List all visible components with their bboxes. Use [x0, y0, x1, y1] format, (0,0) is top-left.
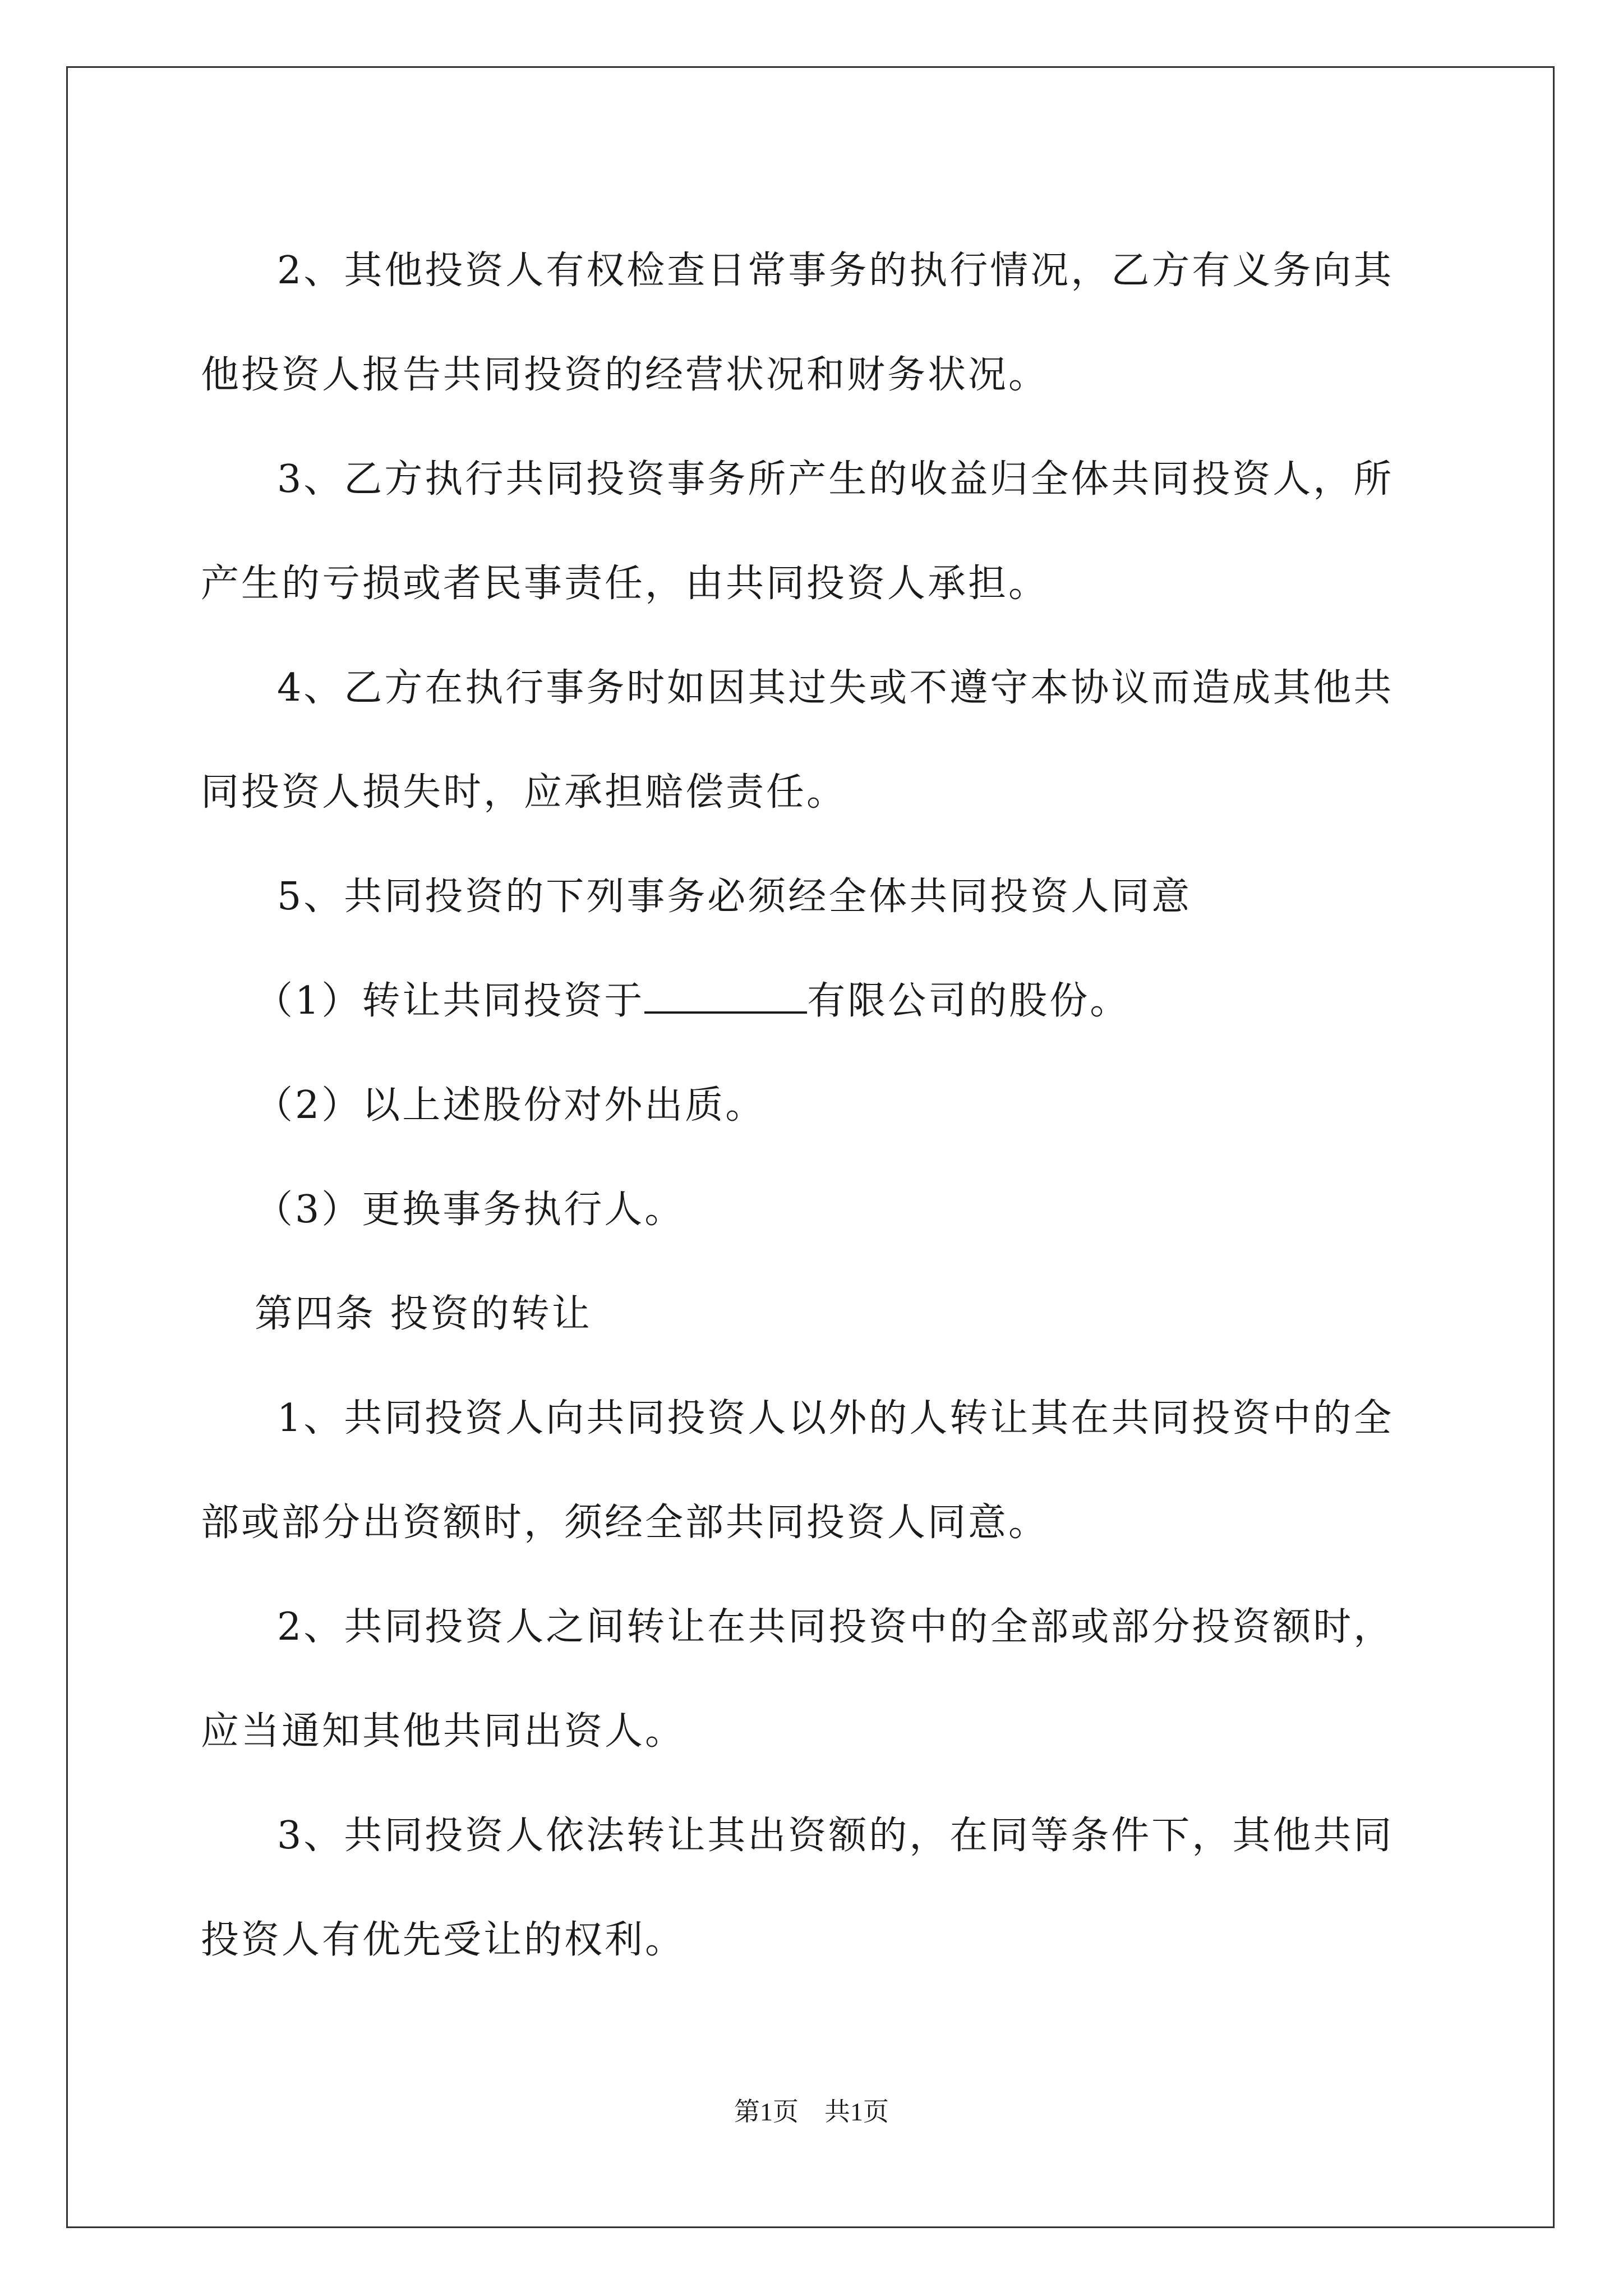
page-number-current: 第1页 — [734, 2097, 799, 2126]
list-item-pledge: （2）以上述股份对外出质。 — [255, 1083, 766, 1128]
paragraph-preemptive-right: 3、共同投资人依法转让其出资额的，在同等条件下，其他共同投资人有优先受让的权利。 — [201, 1814, 1394, 1962]
list-item-transfer-shares — [201, 949, 1423, 1053]
paragraph-transfer-external: 1、共同投资人向共同投资人以外的人转让其在共同投资中的全部或部分出资额时，须经全部共同投资人同意。 — [201, 1396, 1394, 1545]
paragraph-inspection-rights: 2、其他投资人有权检查日常事务的执行情况，乙方有义务向其他投资人报告共同投资的经营状况和财务状况。 — [201, 249, 1394, 397]
list-item-replace-executor: （3）更换事务执行人。 — [255, 1188, 685, 1232]
paragraph-compensation: 4、乙方在执行事务时如因其过失或不遵守本协议而造成其他共同投资人损失时，应承担赔偿责任。 — [201, 666, 1394, 815]
list-item-text: 有限公司的股份。 — [807, 979, 1131, 1023]
list-item-text: （1）转让共同投资于 — [255, 979, 645, 1023]
paragraph-profit-loss: 3、乙方执行共同投资事务所产生的收益归全体共同投资人，所产生的亏损或者民事责任，由共同投资人承担。 — [201, 457, 1394, 606]
paragraph-consent-matters: 5、共同投资的下列事务必须经全体共同投资人同意 — [277, 875, 1192, 919]
document-body — [201, 219, 1423, 1993]
page-number-total: 共1页 — [824, 2097, 889, 2126]
paragraph-transfer-internal: 2、共同投资人之间转让在共同投资中的全部或部分投资额时，应当通知其他共同出资人。 — [201, 1605, 1394, 1754]
article-heading: 第四条 投资的转让 — [255, 1292, 592, 1336]
page-footer — [0, 2091, 1623, 2128]
blank-company-name — [644, 977, 807, 1014]
